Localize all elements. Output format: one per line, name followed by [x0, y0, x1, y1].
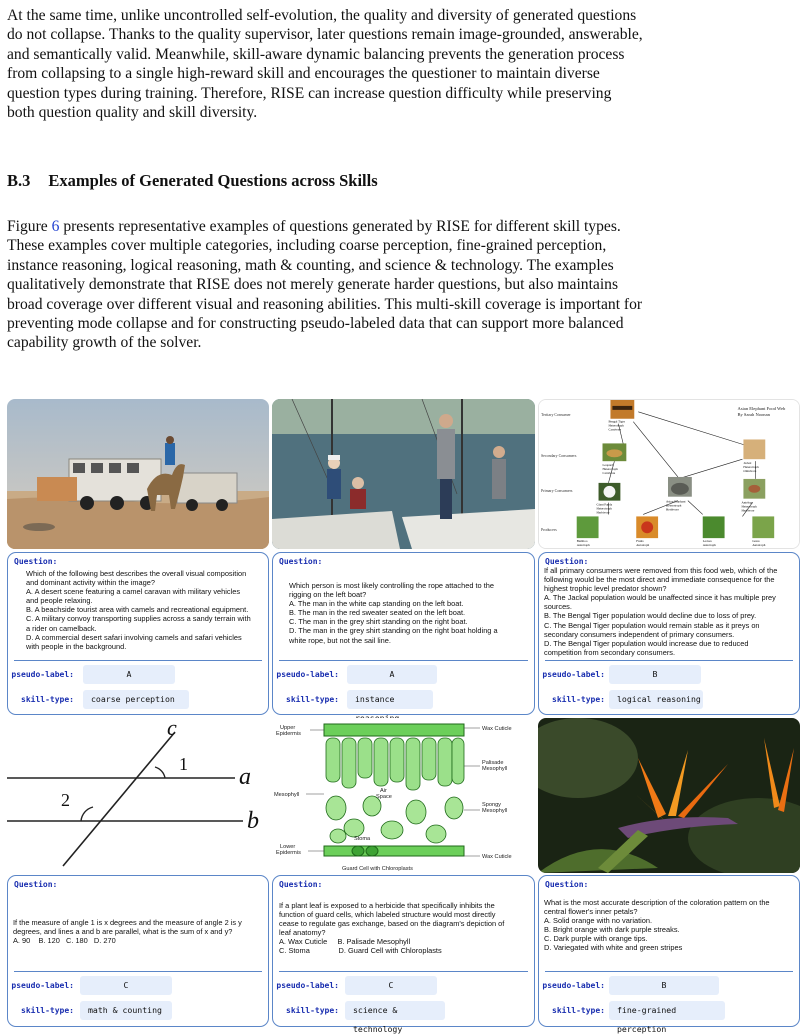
level-secondary: Secondary Consumers: [540, 453, 577, 459]
tiger-type: Heterotroph: [608, 423, 624, 428]
question-text: [544, 898, 770, 953]
skill-type-value: science & technology: [345, 1001, 445, 1020]
skill-type-key: skill-type:: [286, 695, 339, 704]
question-label: Question:: [279, 880, 323, 889]
elephant-type: Heterotroph: [666, 503, 682, 508]
bamboo-label: Bamboo: [576, 539, 588, 544]
card-divider: [545, 660, 793, 661]
angle-1-label: 1: [179, 754, 188, 774]
skill-type-value: fine-grained perception: [609, 1001, 725, 1020]
spongy-label-2: Mesophyll: [482, 808, 508, 814]
question-card: [272, 552, 535, 715]
antelope-label: Antelope: [741, 500, 754, 505]
bird-of-paradise-photo: [538, 718, 800, 873]
jackal-type: Heterotroph: [743, 465, 759, 470]
question-line: C. The Bengal Tiger population would remain stable as it preys on: [544, 620, 760, 630]
tiger-label: Bengal Tiger: [608, 419, 625, 424]
elephant-diet: Herbivore: [666, 507, 679, 512]
question-line: A. The man in the white cap standing on the left boat.: [289, 599, 464, 609]
question-label: Question:: [279, 557, 323, 566]
question-line: B. A beachside tourist area with camels and recreational equipment.: [26, 605, 249, 615]
question-line: A. A desert scene featuring a camel caravan with military vehicles: [26, 587, 241, 597]
food-web-title: Asian Elephant Food Web: [737, 405, 786, 411]
fruits-type: Autotroph: [636, 543, 650, 548]
question-line: leaf anatomy?: [279, 928, 326, 938]
jackal-label: Jackal: [743, 461, 752, 466]
upper-epidermis-label: Upper: [280, 725, 296, 731]
question-card: [538, 875, 800, 1034]
bamboo-type: Autotroph: [576, 543, 590, 548]
leopard-type: Heterotroph: [602, 467, 618, 472]
question-line: A. Wax Cuticle B. Palisade Mesophyll: [279, 937, 411, 947]
body-text: Figure: [7, 218, 52, 235]
level-producers: Producers: [540, 527, 557, 533]
body-line: preventing mode collapse and for constructing pseudo-labeled data that can support more balanced: [7, 315, 624, 333]
card-divider: [14, 660, 262, 661]
skill-type-value: instance: [347, 690, 433, 709]
question-line: C. Dark purple with orange tips.: [544, 934, 648, 944]
question-line: C. The man in the grey shirt standing on the right boat.: [289, 617, 468, 627]
question-line: a rider on camelback.: [26, 623, 97, 633]
leopard-diet: Carnivore: [602, 471, 616, 475]
pseudo-label-value: B: [609, 665, 701, 684]
skill-type-key: skill-type:: [21, 695, 74, 704]
body-line: These examples cover multiple categories, including coarse perception, fine-grained perception,: [7, 237, 607, 255]
food-web-author: By Sarah Noonan: [737, 411, 770, 417]
palisade-label: Palisade: [482, 760, 504, 766]
food-web-diagram: [538, 399, 800, 549]
question-text: [279, 901, 504, 956]
panda-diet: Herbivore: [596, 510, 610, 515]
question-line: secondary consumers independent of primary consumers.: [544, 629, 735, 639]
question-line: with people in the background.: [26, 641, 127, 651]
question-text: [289, 581, 498, 645]
elephant-label: Asian Elephant: [666, 499, 686, 504]
panda-type: Heterotroph: [596, 506, 612, 511]
leaves-label: Leaves: [702, 539, 712, 544]
skill-type-key: skill-type:: [286, 1006, 339, 1015]
question-line: A. Solid orange with no variation.: [544, 916, 653, 926]
question-label: Question:: [14, 557, 58, 566]
question-line: cease to regulate gas exchange, based on the diagram's depiction of: [279, 919, 505, 929]
question-line: sources.: [544, 602, 572, 612]
geometry-diagram: [7, 718, 269, 873]
jackal-diet: Omnivore: [743, 469, 757, 474]
question-line: and people relaxing.: [26, 596, 93, 606]
intro-line: At the same time, unlike uncontrolled self-evolution, the quality and diversity of generated questions: [7, 7, 637, 24]
lower-epidermis-label-2: Epidermis: [276, 850, 301, 856]
question-line: C. Stoma D. Guard Cell with Chloroplasts: [279, 946, 442, 956]
fruits-label: Fruits: [636, 539, 644, 544]
pseudo-label-key: pseudo-label:: [11, 981, 74, 990]
question-line: B. The man in the red sweater seated on the left boat.: [289, 608, 466, 618]
question-line: C. A military convoy transporting supplies across a sandy terrain with: [26, 614, 251, 624]
question-line: If all primary consumers were removed from this food web, which of the: [544, 566, 778, 575]
wax-cuticle-bottom-label: Wax Cuticle: [482, 854, 512, 860]
label-a: a: [239, 764, 251, 790]
question-line: following would be the most direct and immediate consequence for the: [544, 575, 775, 585]
question-line: A. 90 B. 120 C. 180 D. 270: [13, 936, 116, 946]
question-line: D. A commercial desert safari involving camels and safari vehicles: [26, 632, 242, 642]
angle-2-label: 2: [61, 790, 70, 810]
level-primary: Primary Consumers: [540, 487, 573, 493]
body-first-line: [7, 217, 801, 236]
body-paragraph: [7, 217, 801, 353]
pseudo-label-value: A: [83, 665, 175, 684]
question-text: [26, 569, 251, 651]
intro-line: and semantically valid. Meanwhile, skill-aware dynamic balancing prevents the generation process: [7, 45, 625, 63]
intro-line: do not collapse. Thanks to the quality supervisor, later questions remain image-grounded, answerable,: [7, 26, 643, 44]
card-divider: [14, 971, 262, 972]
palisade-label-2: Mesophyll: [482, 766, 508, 772]
guard-cell-label: Guard Cell with Chloroplasts: [342, 866, 413, 872]
question-line: function of guard cells, which labeled structure would most directly: [279, 910, 496, 920]
question-text: [13, 918, 242, 945]
intro-line: question types during training. Therefore, RISE can increase question difficulty while preserving: [7, 84, 612, 102]
question-label: Question:: [14, 880, 58, 889]
card-divider: [279, 971, 528, 972]
label-c: c: [167, 718, 177, 740]
question-line: If the measure of angle 1 is x degrees and the measure of angle 2 is y: [13, 918, 242, 927]
tiger-diet: Carnivore: [608, 427, 622, 432]
skill-type-key: skill-type:: [21, 1006, 74, 1015]
pseudo-label-value: A: [347, 665, 437, 684]
skill-type-value: math & counting: [80, 1001, 172, 1020]
intro-line: from collapsing to a single high-reward skill and encourages the questioner to maintain diverse: [7, 65, 600, 83]
question-line: white rope, but not the sail line.: [289, 635, 391, 645]
pseudo-label-value: B: [609, 976, 719, 995]
stoma-label: Stoma: [354, 836, 371, 842]
section-heading: [7, 171, 378, 191]
body-line: instance reasoning, logical reasoning, math & counting, and science & technology. The examples: [7, 256, 614, 274]
intro-line: both question quality and skill diversity.: [7, 104, 258, 122]
label-b: b: [247, 808, 259, 834]
wax-cuticle-label: Wax Cuticle: [482, 726, 512, 732]
question-line: Which of the following best describes the overall visual composition: [26, 569, 247, 578]
question-line: rigging on the left boat?: [289, 590, 367, 600]
question-line: competition from secondary consumers.: [544, 647, 676, 657]
grass-label: Grass: [752, 539, 760, 544]
question-line: D. The Bengal Tiger population would increase due to reduced: [544, 638, 749, 648]
panda-label: Giant Panda: [596, 502, 613, 507]
figure-reference-link[interactable]: 6: [51, 218, 60, 235]
pseudo-label-key: pseudo-label:: [542, 670, 605, 679]
skill-type-value: coarse perception: [83, 690, 189, 709]
upper-epidermis-label-2: Epidermis: [276, 731, 301, 737]
card-divider: [279, 660, 528, 661]
leaves-type: Autotroph: [702, 543, 716, 548]
pseudo-label-value: C: [345, 976, 437, 995]
leaf-anatomy-diagram: [272, 718, 535, 873]
question-line: What is the most accurate description of the coloration pattern on the: [544, 898, 770, 907]
body-line: capability growth of the solver.: [7, 334, 202, 352]
section-number: B.3: [7, 171, 31, 190]
question-line: A. The Jackal population would be unaffected since it has multiple prey: [544, 593, 776, 603]
sailboats-photo: [272, 399, 535, 549]
antelope-diet: Herbivore: [741, 508, 755, 513]
question-line: D. The man in the grey shirt standing on the right boat holding a: [289, 626, 498, 636]
question-card: [272, 875, 535, 1034]
question-line: D. Variegated with white and green stripes: [544, 943, 683, 953]
spongy-label: Spongy: [482, 802, 501, 808]
section-title: Examples of Generated Questions across Skills: [48, 171, 378, 190]
mesophyll-label: Mesophyll: [274, 792, 300, 798]
leopard-label: Leopard: [602, 463, 614, 468]
desert-camel-photo: [7, 399, 269, 549]
question-line: Which person is most likely controlling the rope attached to the: [289, 581, 494, 590]
pseudo-label-key: pseudo-label:: [276, 981, 339, 990]
question-line: highest trophic level predator shown?: [544, 584, 667, 594]
pseudo-label-value: C: [80, 976, 172, 995]
question-card: [7, 875, 269, 1027]
antelope-type: Heterotroph: [741, 504, 757, 509]
question-line: degrees, and lines a and b are parallel, what is the sum of x and y?: [13, 927, 233, 937]
body-line: qualitatively demonstrate that RISE does not merely generate harder questions, but also maintains: [7, 276, 619, 294]
pseudo-label-key: pseudo-label:: [11, 670, 74, 679]
lower-epidermis-label: Lower: [280, 844, 296, 850]
question-text: [544, 566, 777, 657]
level-tertiary: Tertiary Consumer: [540, 411, 571, 417]
body-line: broad coverage over different visual and reasoning abilities. This multi-skill coverage is important for: [7, 295, 643, 313]
question-label: Question:: [545, 557, 589, 566]
question-line: and dominant activity within the image?: [26, 578, 155, 588]
body-text: presents representative examples of questions generated by RISE for different skill types.: [59, 218, 621, 235]
air-space-label-2: Space: [376, 794, 392, 800]
skill-type-value: logical reasoning: [609, 690, 703, 709]
question-card: [538, 552, 800, 715]
grass-type: Autotroph: [752, 543, 766, 548]
question-line: B. The Bengal Tiger population would decline due to loss of prey.: [544, 611, 757, 621]
skill-type-key: skill-type:: [552, 1006, 605, 1015]
question-label: Question:: [545, 880, 589, 889]
card-divider: [545, 971, 793, 972]
pseudo-label-key: pseudo-label:: [276, 670, 339, 679]
question-line: B. Bright orange with dark purple streaks.: [544, 925, 680, 935]
skill-type-key: skill-type:: [552, 695, 605, 704]
question-card: [7, 552, 269, 715]
air-space-label: Air: [380, 788, 387, 794]
pseudo-label-key: pseudo-label:: [542, 981, 605, 990]
question-line: If a plant leaf is exposed to a herbicide that specifically inhibits the: [279, 901, 495, 910]
question-line: central flower's inner petals?: [544, 907, 638, 917]
intro-paragraph: [7, 6, 801, 122]
